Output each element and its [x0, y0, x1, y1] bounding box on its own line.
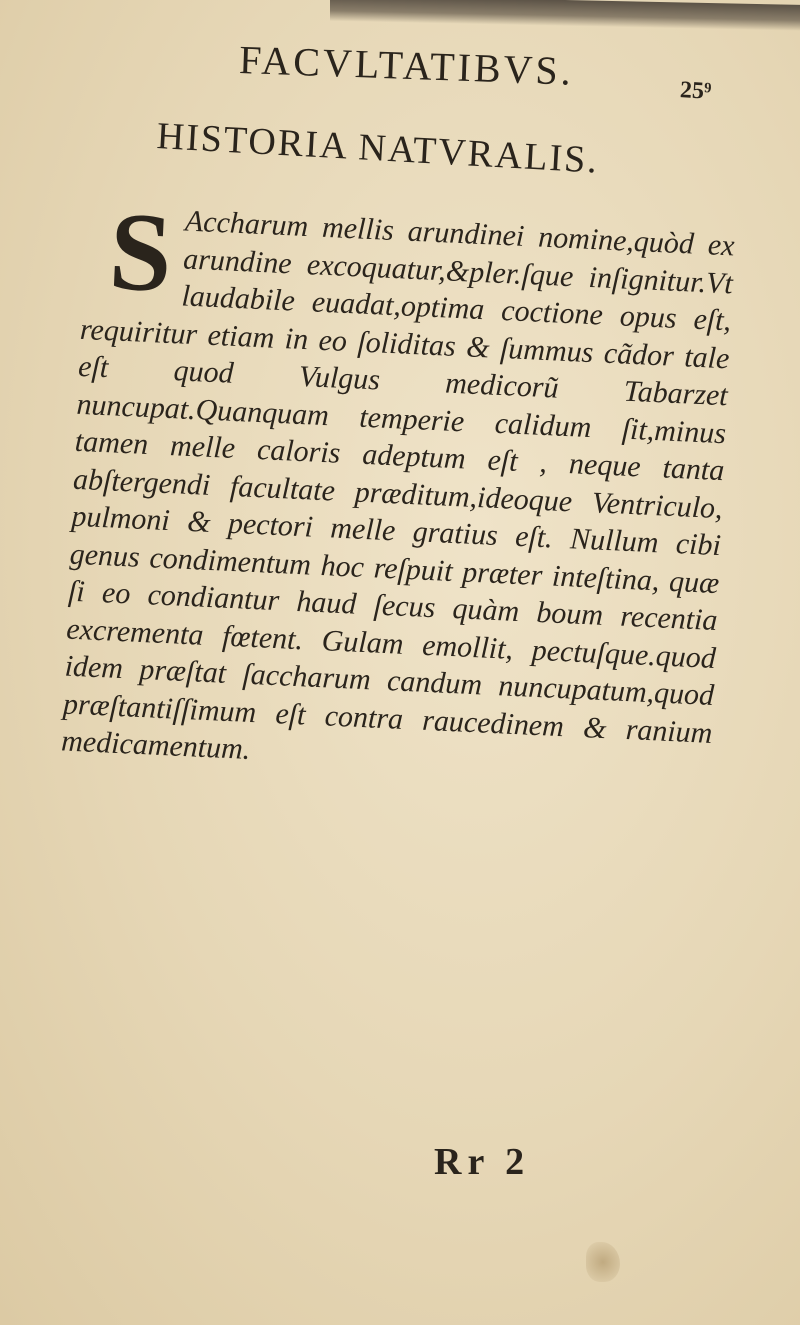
paper-stain — [586, 1242, 620, 1282]
page-top-shadow — [330, 0, 800, 31]
body-block — [60, 189, 736, 789]
signature-mark: Rr 2 — [434, 1141, 531, 1183]
body-paragraph: Accharum mellis arundinei nomine,quòd ex arundine excoquatur,&pler.ſque inſignitur.Vt laudabile euadat,optima coctione opus eſt, requiritur etiam in eo ſoliditas & ſummus cãdor tale eſt quod Vulgus medicorũ Tabarzet nuncupat.Quanquam temperie calidum ſit,minus tamen melle caloris adeptum eſt , neque tanta abſtergendi facultate præditum,ideoque Ventriculo, pulmoni & pectori melle gratius eſt. Nullum cibi genus condimentum hoc reſpuit præter inteſtina, quæ ſi eo condiantur haud ſecus quàm boum recentia excrementa fœtent. Gulam emollit, pectuſque.quod idem præſtat ſaccharum candum nuncupatum,quod præſtantiſſimum eſt contra raucedinem & ranium medicamentum. — [60, 204, 736, 767]
page-number: 25⁹ — [679, 77, 712, 105]
drop-cap: S — [106, 189, 175, 316]
section-title: HISTORIA NATVRALIS. — [155, 114, 600, 182]
running-head: FACVLTATIBVS. — [238, 36, 575, 94]
